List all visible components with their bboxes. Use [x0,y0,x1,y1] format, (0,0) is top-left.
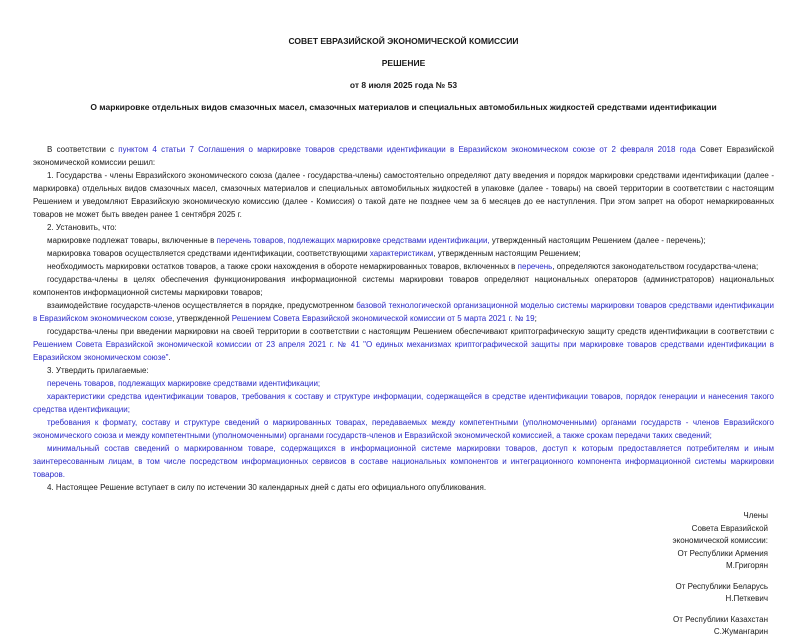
doc-type: РЕШЕНИЕ [381,58,426,68]
signature-caption-line: Члены [743,511,768,520]
item2-c-pre: необходимость маркировки остатков товаров, а также сроки нахождения в обороте немаркированных товаров, включенных в [47,262,518,271]
item2-f-pre: государства-члены при введении маркировки на своей территории в соответствии с настоящим Решением обеспечивают криптографическую защиту средств идентификации в соответствии с [47,327,774,336]
document-header [33,36,774,113]
paragraph-intro [33,143,774,169]
link-annex-requirements[interactable]: требования к формату, составу и структуре сведений о маркированных товарах, передаваемых между компетентными (уполномоченными) органами государств - членов Евразийского экономического союза и между компетентными (уполномоченными) органами государств-членов и Евразийской экономической комиссией, а также срокам передачи таких сведений; [33,418,774,440]
link-agreement-2018[interactable]: пунктом 4 статьи 7 Соглашения о маркировке товаров средствами идентификации в Евразийском экономическом союзе от 2 февраля 2018 года [118,145,696,154]
paragraph-item2-a [33,234,774,247]
org-name: СОВЕТ ЕВРАЗИЙСКОЙ ЭКОНОМИЧЕСКОЙ КОМИССИИ [288,36,519,46]
link-list[interactable]: перечень [517,262,553,271]
doc-date-number: от 8 июля 2025 года № 53 [349,80,458,90]
paragraph-item2-e [33,299,774,325]
signature-entry-belarus [33,581,768,606]
item2-c-post: , определяются законодательством государства-члена; [552,262,759,271]
signature-name: Н.Петкевич [725,594,768,603]
signature-caption-line: Совета Евразийской [691,523,768,533]
link-annex-goods-list[interactable]: перечень товаров, подлежащих маркировке средствами идентификации; [47,379,321,388]
signature-name: С.Жумангарин [713,627,768,636]
paragraph-item2-f [33,325,774,364]
intro-text-post: Совет Евразийской экономической комиссии решил: [33,145,775,167]
paragraph-item2-c [33,260,774,273]
paragraph-item2-d: государства-члены в целях обеспечения функционирования информационной системы маркировки товаров определяют национальных операторов (администраторов) национальных компонентов информационной системы маркировки товаров; [33,275,774,297]
link-characteristics[interactable]: характеристикам [369,249,434,258]
paragraph-item3-head: 3. Утвердить прилагаемые: [47,366,149,375]
intro-text-pre: В соответствии с [47,145,119,154]
link-annex-minimal-data[interactable]: минимальный состав сведений о маркированном товаре, содержащихся в информационной системе маркировки товаров, доступ к которым предоставляется потребителям и иным заинтересованным лицам, в том числе посредством информационных сервисов в составе национальных компонентов и интеграционного компонента информационной системы маркировки товаров. [33,444,774,479]
signature-country: От Республики Казахстан [672,614,768,624]
signature-country: От Республики Армения [677,548,768,558]
link-goods-list[interactable]: перечень товаров, подлежащих маркировке средствами идентификации, [216,236,490,245]
link-decision-41[interactable]: Решением Совета Евразийской экономической комиссии от 23 апреля 2021 г. № 41 "О единых механизмах криптографической защиты при маркировке товаров средствами идентификации в Евразийском экономическом союзе" [33,340,774,362]
paragraph-item2-b [33,247,774,260]
signature-entry-armenia [33,548,768,573]
link-annex-characteristics[interactable]: характеристики средства идентификации товаров, требования к составу и структуре информации, содержащейся в средстве идентификации товаров, порядок генерации и нанесения такого средства идентификации; [33,392,774,414]
paragraph-item4: 4. Настоящее Решение вступает в силу по истечении 30 календарных дней с даты его официального опубликования. [47,483,487,492]
signature-entry-kazakhstan [33,614,768,639]
item2-b-pre: маркировка товаров осуществляется средствами идентификации, соответствующими [47,249,370,258]
signature-country: От Республики Беларусь [675,581,768,591]
item2-e-mid: , утвержденной [172,314,232,323]
document-body [33,143,774,494]
item2-e-post: ; [534,314,537,323]
item2-f-post: . [168,353,171,362]
signature-name: М.Григорян [726,561,768,570]
doc-title: О маркировке отдельных видов смазочных масел, смазочных материалов и специальных автомобильных жидкостей средствами идентификации [90,102,717,112]
item2-e-pre: взаимодействие государств-членов осуществляется в порядке, предусмотренном [47,301,357,310]
item2-a-post: утвержденный настоящим Решением (далее - перечень); [489,236,706,245]
paragraph-item1: 1. Государства - члены Евразийского экономического союза (далее - государства-члены) самостоятельно определяют дату введения и порядок маркировки средствами идентификации (далее - маркировка) отдельных видов смазочных масел, смазочных материалов и специальных автомобильных жидкостей в упаковке (далее - товары) на своей территории в соответствии с настоящим Решением и уведомляют Евразийскую экономическую комиссию (далее - Комиссия) о такой дате не позднее чем за 6 месяцев до ее наступления. При этом запрет на оборот немаркированных товаров не может быть введен ранее 1 сентября 2025 г. [33,171,774,219]
item2-b-post: , утвержденным настоящим Решением; [433,249,581,258]
item2-a-pre: маркировке подлежат товары, включенные в [47,236,217,245]
link-decision-19[interactable]: Решением Совета Евразийской экономической комиссии от 5 марта 2021 г. № 19 [231,314,535,323]
paragraph-item2-head: 2. Установить, что: [47,223,117,232]
signature-caption-line: экономической комиссии: [672,536,768,545]
signature-block [33,510,774,639]
link-base-model[interactable]: базовой технологической организационной моделью системы маркировки товаров средствами идентификации в Евразийском экономическом союзе [33,301,774,323]
